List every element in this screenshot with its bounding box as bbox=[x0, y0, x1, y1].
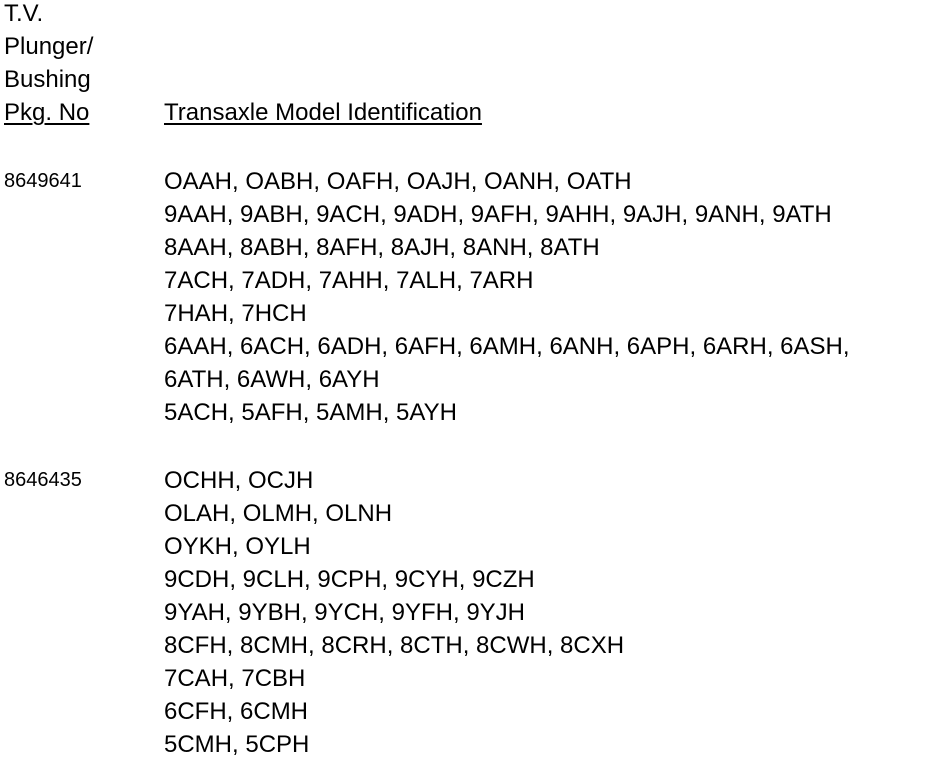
model-line: 7HAH, 7HCH bbox=[164, 300, 307, 327]
model-line: 9AAH, 9ABH, 9ACH, 9ADH, 9AFH, 9AHH, 9AJH, 9ANH, 9ATH bbox=[164, 201, 832, 228]
model-list bbox=[164, 165, 850, 429]
model-list bbox=[164, 464, 624, 761]
model-line: 6AAH, 6ACH, 6ADH, 6AFH, 6AMH, 6ANH, 6APH, 6ARH, 6ASH, bbox=[164, 333, 850, 360]
header-tv: T.V. bbox=[4, 0, 44, 27]
model-line: 8CFH, 8CMH, 8CRH, 8CTH, 8CWH, 8CXH bbox=[164, 632, 625, 659]
package-number: 8646435 bbox=[4, 469, 82, 491]
header-transaxle-model: Transaxle Model Identification bbox=[164, 99, 482, 126]
header-bushing: Bushing bbox=[4, 66, 91, 93]
model-line: OLAH, OLMH, OLNH bbox=[164, 500, 393, 527]
header-plunger: Plunger/ bbox=[4, 33, 94, 60]
model-line: 6ATH, 6AWH, 6AYH bbox=[164, 366, 380, 393]
package-number: 8649641 bbox=[4, 170, 82, 192]
model-line: OCHH, OCJH bbox=[164, 467, 314, 494]
model-line: OAAH, OABH, OAFH, OAJH, OANH, OATH bbox=[164, 168, 632, 195]
model-line: 9CDH, 9CLH, 9CPH, 9CYH, 9CZH bbox=[164, 566, 535, 593]
model-line: 8AAH, 8ABH, 8AFH, 8AJH, 8ANH, 8ATH bbox=[164, 234, 600, 261]
model-line: 5CMH, 5CPH bbox=[164, 731, 310, 758]
model-line: 7CAH, 7CBH bbox=[164, 665, 306, 692]
header-pkg-no: Pkg. No bbox=[4, 99, 90, 126]
model-line: 5ACH, 5AFH, 5AMH, 5AYH bbox=[164, 399, 457, 426]
model-line: 7ACH, 7ADH, 7AHH, 7ALH, 7ARH bbox=[164, 267, 534, 294]
model-line: OYKH, OYLH bbox=[164, 533, 311, 560]
model-line: 9YAH, 9YBH, 9YCH, 9YFH, 9YJH bbox=[164, 599, 526, 626]
model-line: 6CFH, 6CMH bbox=[164, 698, 309, 725]
